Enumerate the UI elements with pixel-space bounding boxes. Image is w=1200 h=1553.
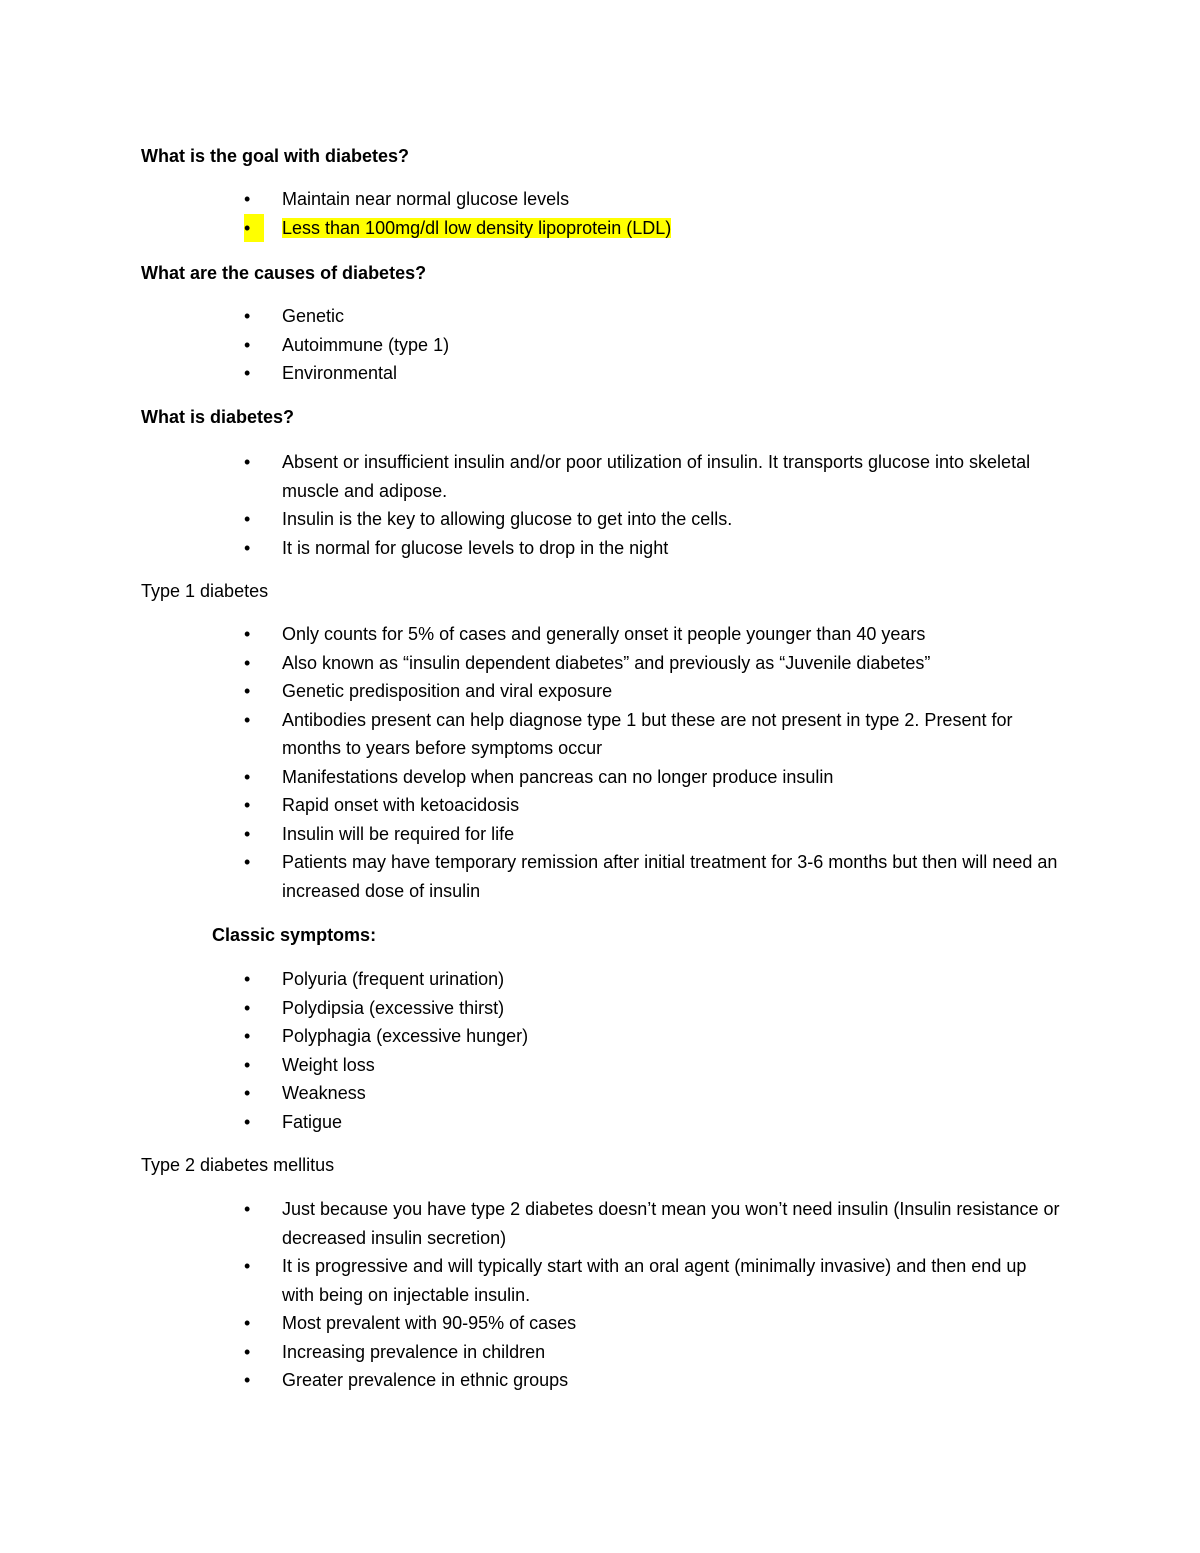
list-item: • Rapid onset with ketoacidosis xyxy=(0,791,1062,820)
bullet-icon: • xyxy=(244,823,251,844)
list-item: • Genetic predisposition and viral exposure xyxy=(0,677,1062,706)
heading-goal: What is the goal with diabetes? xyxy=(141,146,410,166)
heading-what-is: What is diabetes? xyxy=(141,407,295,427)
list-item: • Fatigue xyxy=(0,1108,1062,1137)
bullet-icon: • xyxy=(244,334,251,355)
list-item: • Polyphagia (excessive hunger) xyxy=(0,1022,1062,1051)
bullet-icon: • xyxy=(244,709,251,730)
list-item: • Weight loss xyxy=(0,1051,1062,1080)
list-item: • Genetic xyxy=(0,302,1062,331)
list-item: • Most prevalent with 90-95% of cases xyxy=(0,1309,1062,1338)
bullet-icon: • xyxy=(244,766,251,787)
list-item: • Weakness xyxy=(0,1079,1062,1108)
list-item: • Polyuria (frequent urination) xyxy=(0,965,1062,994)
list-causes xyxy=(0,302,1200,388)
bullet-icon: • xyxy=(244,452,251,472)
bullet-icon: • xyxy=(244,363,251,383)
heading-type1: Type 1 diabetes xyxy=(141,581,269,601)
bullet-icon: • xyxy=(244,1313,251,1333)
list-item: • Environmental xyxy=(0,359,1062,388)
list-symptoms xyxy=(0,965,1200,1136)
bullet-icon: • xyxy=(244,1054,251,1075)
bullet-icon: • xyxy=(244,214,264,243)
bullet-icon: • xyxy=(244,652,251,673)
list-item: • Maintain near normal glucose levels xyxy=(0,185,1062,214)
bullet-icon: • xyxy=(244,189,251,209)
highlighted-text: Less than 100mg/dl low density lipoprotein (LDL) xyxy=(282,217,672,238)
list-goal xyxy=(0,185,1200,242)
list-item: • Polydipsia (excessive thirst) xyxy=(0,994,1062,1023)
bullet-icon: • xyxy=(244,997,251,1018)
list-item: • Absent or insufficient insulin and/or poor utilization of insulin. It transports glucose into skeletal muscle and adipose. xyxy=(0,448,1062,505)
heading-type2: Type 2 diabetes mellitus xyxy=(141,1155,335,1175)
list-item: • Insulin will be required for life xyxy=(0,820,1062,849)
list-item: • Increasing prevalence in children xyxy=(0,1338,1062,1367)
list-type1 xyxy=(0,620,1200,905)
bullet-icon: • xyxy=(244,969,251,989)
list-item: • Antibodies present can help diagnose type 1 but these are not present in type 2. Present for months to years before symptoms occur xyxy=(0,706,1062,763)
bullet-icon: • xyxy=(244,1199,251,1219)
list-item: • It is normal for glucose levels to drop in the night xyxy=(0,534,1062,563)
bullet-icon: • xyxy=(244,852,251,872)
bullet-icon: • xyxy=(244,1370,251,1390)
list-item: • Autoimmune (type 1) xyxy=(0,331,1062,360)
bullet-icon: • xyxy=(244,1026,251,1046)
bullet-icon: • xyxy=(244,624,251,644)
bullet-icon: • xyxy=(244,1083,251,1103)
list-item-highlighted xyxy=(0,214,1062,243)
list-item: • Insulin is the key to allowing glucose to get into the cells. xyxy=(0,505,1062,534)
bullet-icon: • xyxy=(244,795,251,815)
bullet-icon: • xyxy=(244,1341,251,1362)
bullet-icon: • xyxy=(244,306,251,326)
list-what-is xyxy=(0,448,1200,562)
heading-classic-symptoms: Classic symptoms: xyxy=(212,925,377,945)
list-type2 xyxy=(0,1195,1200,1395)
list-item: • Greater prevalence in ethnic groups xyxy=(0,1366,1062,1395)
bullet-icon: • xyxy=(244,509,251,529)
list-item: • It is progressive and will typically start with an oral agent (minimally invasive) and then end up with being on injectable insulin. xyxy=(0,1252,1062,1309)
bullet-icon: • xyxy=(244,1256,251,1276)
list-item: • Also known as “insulin dependent diabetes” and previously as “Juvenile diabetes” xyxy=(0,649,1062,678)
list-item: • Just because you have type 2 diabetes doesn’t mean you won’t need insulin (Insulin resistance or decreased insulin secretion) xyxy=(0,1195,1062,1252)
bullet-icon: • xyxy=(244,681,251,701)
list-item: • Manifestations develop when pancreas can no longer produce insulin xyxy=(0,763,1062,792)
heading-causes: What are the causes of diabetes? xyxy=(141,263,427,283)
list-item: • Only counts for 5% of cases and generally onset it people younger than 40 years xyxy=(0,620,1062,649)
bullet-icon: • xyxy=(244,1111,251,1132)
bullet-icon: • xyxy=(244,537,251,558)
list-item: • Patients may have temporary remission after initial treatment for 3-6 months but then will need an increased dose of insulin xyxy=(0,848,1062,905)
